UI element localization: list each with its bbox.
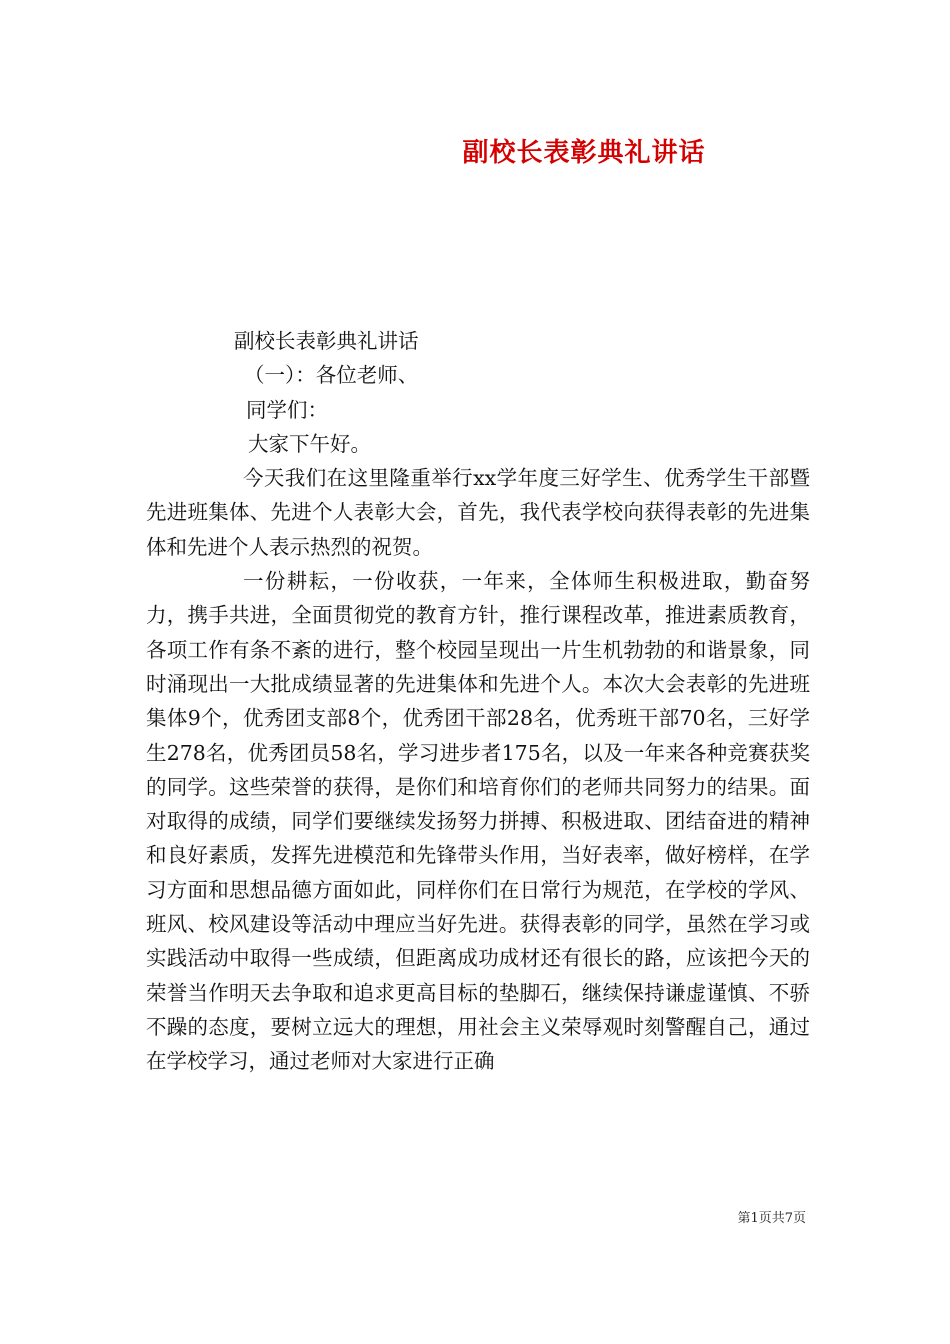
greeting: 大家下午好。	[248, 431, 371, 456]
subtitle: 副校长表彰典礼讲话	[234, 329, 419, 353]
page-indicator: 第1页共7页	[737, 1211, 806, 1226]
paragraph-1-text: 今天我们在这里隆重举行xx学年度三好学生、优秀学生干部暨先进班集体、先进个人表彰大会，首先，我代表学校向获得表彰的先进集体和先进个人表示热烈的祝贺。	[146, 466, 810, 559]
document-body	[146, 324, 810, 1079]
addressee: 同学们：	[246, 397, 328, 422]
document-title: 副校长表彰典礼讲话	[462, 138, 706, 168]
paragraph-2-text: 一份耕耘，一份收获，一年来，全体师生积极进取，勤奋努力，携手共进，全面贯彻党的教育方针，推行课程改革，推进素质教育，各项工作有条不紊的进行，整个校园呈现出一片生机勃勃的和谐景象，同时涌现出一大批成绩显著的先进集体和先进个人。本次大会表彰的先进班集体9个，优秀团支部8个，优秀团干部28名，优秀班干部70名，三好学生278名，优秀团员58名，学习进步者175名，以及一年来各种竞赛获奖的同学。这些荣誉的获得，是你们和培育你们的老师共同努力的结果。面对取得的成绩，同学们要继续发扬努力拼搏、积极进取、团结奋进的精神和良好素质，发挥先进模范和先锋带头作用，当好表率，做好榜样，在学习方面和思想品德方面如此，同样你们在日常行为规范，在学校的学风、班风、校风建设等活动中理应当好先进。获得表彰的同学，虽然在学习或实践活动中取得一些成绩，但距离成功成材还有很长的路，应该把今天的荣誉当作明天去争取和追求更高目标的垫脚石，继续保持谦虚谨慎、不骄不躁的态度，要树立远大的理想，用社会主义荣辱观时刻警醒自己，通过在学校学习，通过老师对大家进行正确	[146, 569, 810, 1074]
paragraph-2	[146, 564, 810, 1078]
section-heading: （一）：各位老师、	[244, 363, 419, 388]
paragraph-1	[146, 461, 810, 564]
